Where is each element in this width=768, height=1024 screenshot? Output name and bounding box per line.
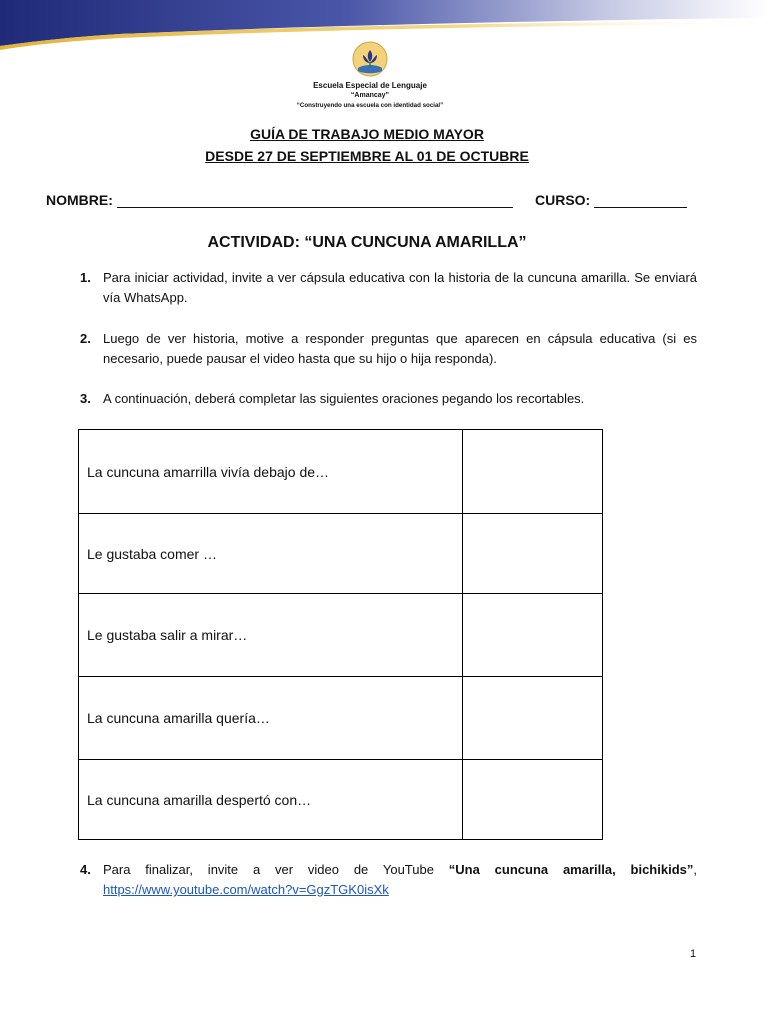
table-row <box>79 760 603 840</box>
step-number: 1. <box>80 270 91 285</box>
table-row <box>79 594 603 677</box>
sentence-cell: La cuncuna amarilla despertó con… <box>79 760 463 840</box>
step-3 <box>80 389 697 409</box>
school-motto: “Construyendo una escuela con identidad social” <box>296 102 444 109</box>
step-text: A continuación, deberá completar las siguientes oraciones pegando los recortables. <box>103 391 585 406</box>
course-label: CURSO: <box>535 192 591 208</box>
paste-cell <box>463 430 603 514</box>
step-number: 4. <box>80 862 91 877</box>
video-title: “Una cuncuna amarilla, bichikids” <box>448 862 694 877</box>
step-text: Luego de ver historia, motive a responder preguntas que aparecen en cápsula educativa (si es necesario, puede pausar el video hasta que su hijo o hija responda). <box>103 331 697 366</box>
youtube-link[interactable]: https://www.youtube.com/watch?v=GgzTGK0isXk <box>103 882 389 897</box>
paste-cell <box>463 594 603 677</box>
sentence-cell: La cuncuna amarilla quería… <box>79 677 463 760</box>
table-row <box>79 514 603 594</box>
step-number: 2. <box>80 331 91 346</box>
table-row <box>79 677 603 760</box>
step-text-lead: Para finalizar, invite a ver video de YouTube <box>103 862 449 877</box>
table-row <box>79 430 603 514</box>
step-text <box>103 860 697 880</box>
paste-cell <box>463 514 603 594</box>
name-label: NOMBRE: <box>46 192 113 208</box>
step-4 <box>80 860 697 900</box>
school-logo <box>352 41 388 77</box>
step-number: 3. <box>80 391 91 406</box>
school-subname: “Amancay” <box>350 92 390 99</box>
paste-cell <box>463 677 603 760</box>
course-blank-line <box>594 207 687 208</box>
step-1 <box>80 268 697 308</box>
paste-cell <box>463 760 603 840</box>
activity-title: ACTIVIDAD: “UNA CUNCUNA AMARILLA” <box>207 234 527 251</box>
sentence-cell: Le gustaba comer … <box>79 514 463 594</box>
page-title: GUÍA DE TRABAJO MEDIO MAYOR <box>250 126 484 142</box>
page-subtitle-dates: DESDE 27 DE SEPTIEMBRE AL 01 DE OCTUBRE <box>205 148 529 164</box>
step-text: Para iniciar actividad, invite a ver cápsula educativa con la historia de la cuncuna amarilla. Se enviará vía WhatsApp. <box>103 270 697 305</box>
step-text-tail: , <box>693 862 697 877</box>
step-2 <box>80 329 697 369</box>
page-number: 1 <box>690 948 697 960</box>
school-name: Escuela Especial de Lenguaje <box>313 81 427 90</box>
name-blank-line <box>117 207 513 208</box>
sentence-cell: Le gustaba salir a mirar… <box>79 594 463 677</box>
sentence-cell: La cuncuna amarrilla vivía debajo de… <box>79 430 463 514</box>
sentences-table <box>78 429 603 840</box>
